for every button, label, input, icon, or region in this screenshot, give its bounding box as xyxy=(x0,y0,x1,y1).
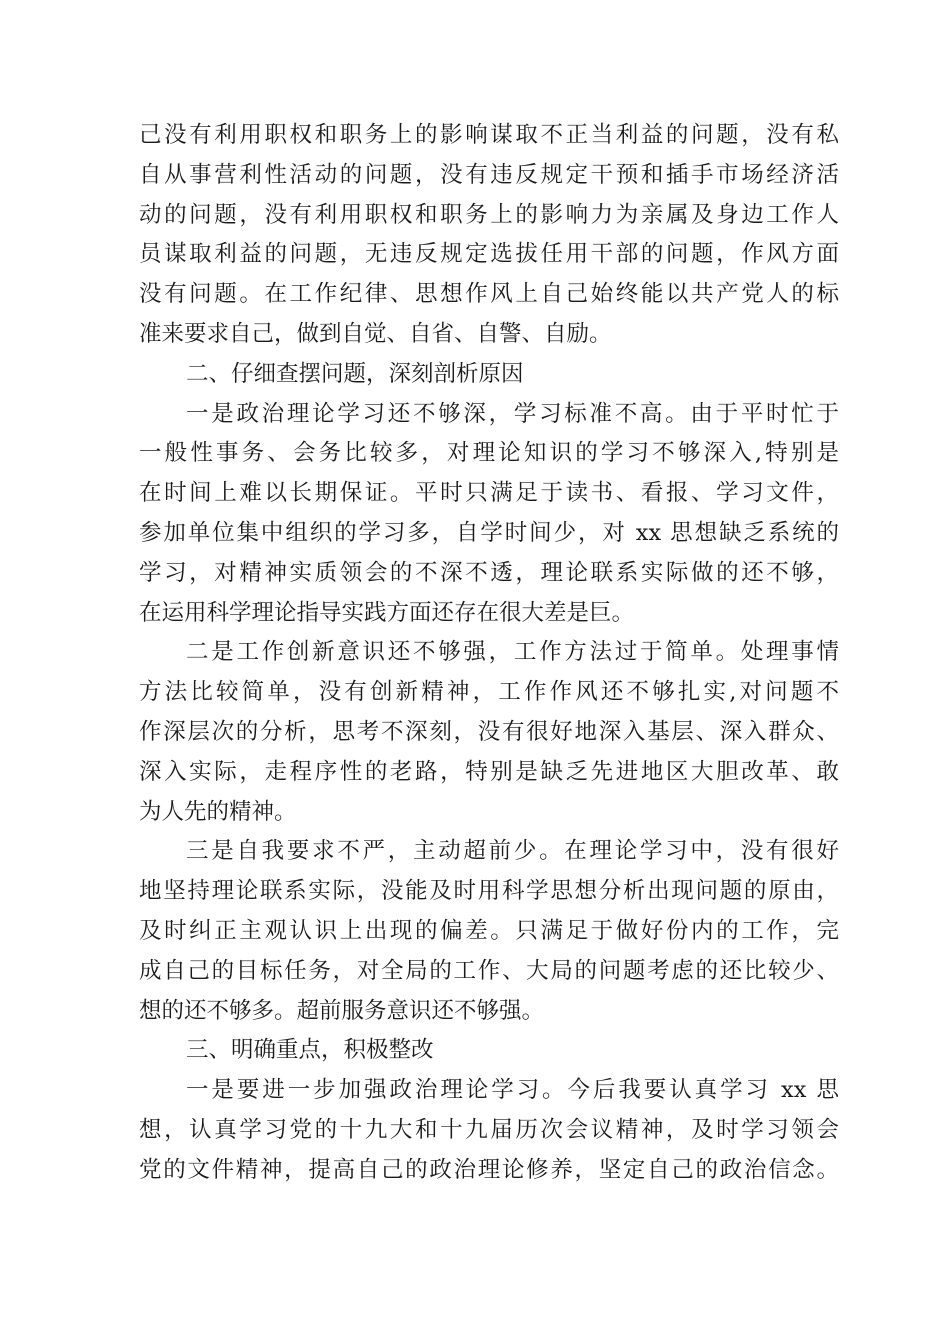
text-line: 深入实际，走程序性的老路，特别是缺乏先进地区大胆改革、敢 xyxy=(139,758,839,785)
text-line: 在运用科学理论指导实践方面还存在很大差是巨。 xyxy=(139,599,635,626)
text-line: 自从事营利性活动的问题，没有违反规定干预和插手市场经济活 xyxy=(139,161,839,188)
text-line: 成自己的目标任务，对全局的工作、大局的问题考虑的还比较少、 xyxy=(139,957,839,984)
paragraph-continuation xyxy=(139,116,839,355)
text-line: 在时间上难以长期保证。平时只满足于读书、看报、学习文件， xyxy=(139,480,839,507)
text-line: 方法比较简单，没有创新精神，工作作风还不够扎实,对问题不 xyxy=(139,679,839,706)
paragraph xyxy=(139,395,839,634)
text-line: 想的还不够多。超前服务意识还不够强。 xyxy=(139,997,545,1024)
paragraph xyxy=(139,1071,839,1190)
document-body xyxy=(139,116,839,1191)
text-line: 己没有利用职权和职务上的影响谋取不正当利益的问题，没有私 xyxy=(139,122,839,148)
text-line: 学习，对精神实质领会的不深不透，理论联系实际做的还不够， xyxy=(139,559,839,586)
text-line: 员谋取利益的问题，无违反规定选拔任用干部的问题，作风方面 xyxy=(139,241,839,268)
section-heading: 二、仔细查摆问题，深刻剖析原因 xyxy=(186,360,524,387)
text-line: 没有问题。在工作纪律、思想作风上自己始终能以共产党人的标 xyxy=(139,281,839,308)
text-line: 一是要进一步加强政治理论学习。今后我要认真学习 xx 思 xyxy=(186,1077,839,1104)
text-line: 二是工作创新意识还不够强，工作方法过于简单。处理事情 xyxy=(186,639,839,666)
paragraph xyxy=(139,633,839,832)
text-line: 三是自我要求不严，主动超前少。在理论学习中，没有很好 xyxy=(186,838,839,865)
text-line: 及时纠正主观认识上出现的偏差。只满足于做好份内的工作，完 xyxy=(139,917,839,944)
text-line: 党的文件精神，提高自己的政治理论修养，坚定自己的政治信念。 xyxy=(139,1156,839,1183)
text-line: 参加单位集中组织的学习多，自学时间少，对 xx 思想缺乏系统的 xyxy=(139,519,839,546)
text-line: 一是政治理论学习还不够深，学习标准不高。由于平时忙于 xyxy=(186,400,839,427)
text-line: 一般性事务、会务比较多，对理论知识的学习不够深入,特别是 xyxy=(139,440,839,467)
text-line: 为人先的精神。 xyxy=(139,798,297,825)
text-line: 准来要求自己，做到自觉、自省、自警、自励。 xyxy=(139,320,612,347)
section-heading: 三、明确重点，积极整改 xyxy=(186,1037,434,1064)
text-line: 动的问题，没有利用职权和职务上的影响力为亲属及身边工作人 xyxy=(139,201,839,228)
text-line: 地坚持理论联系实际，没能及时用科学思想分析出现问题的原由， xyxy=(139,878,839,905)
text-line: 想，认真学习党的十九大和十九届历次会议精神，及时学习领会 xyxy=(139,1116,839,1143)
text-line: 作深层次的分析，思考不深刻，没有很好地深入基层、深入群众、 xyxy=(139,718,839,745)
paragraph xyxy=(139,832,839,1031)
